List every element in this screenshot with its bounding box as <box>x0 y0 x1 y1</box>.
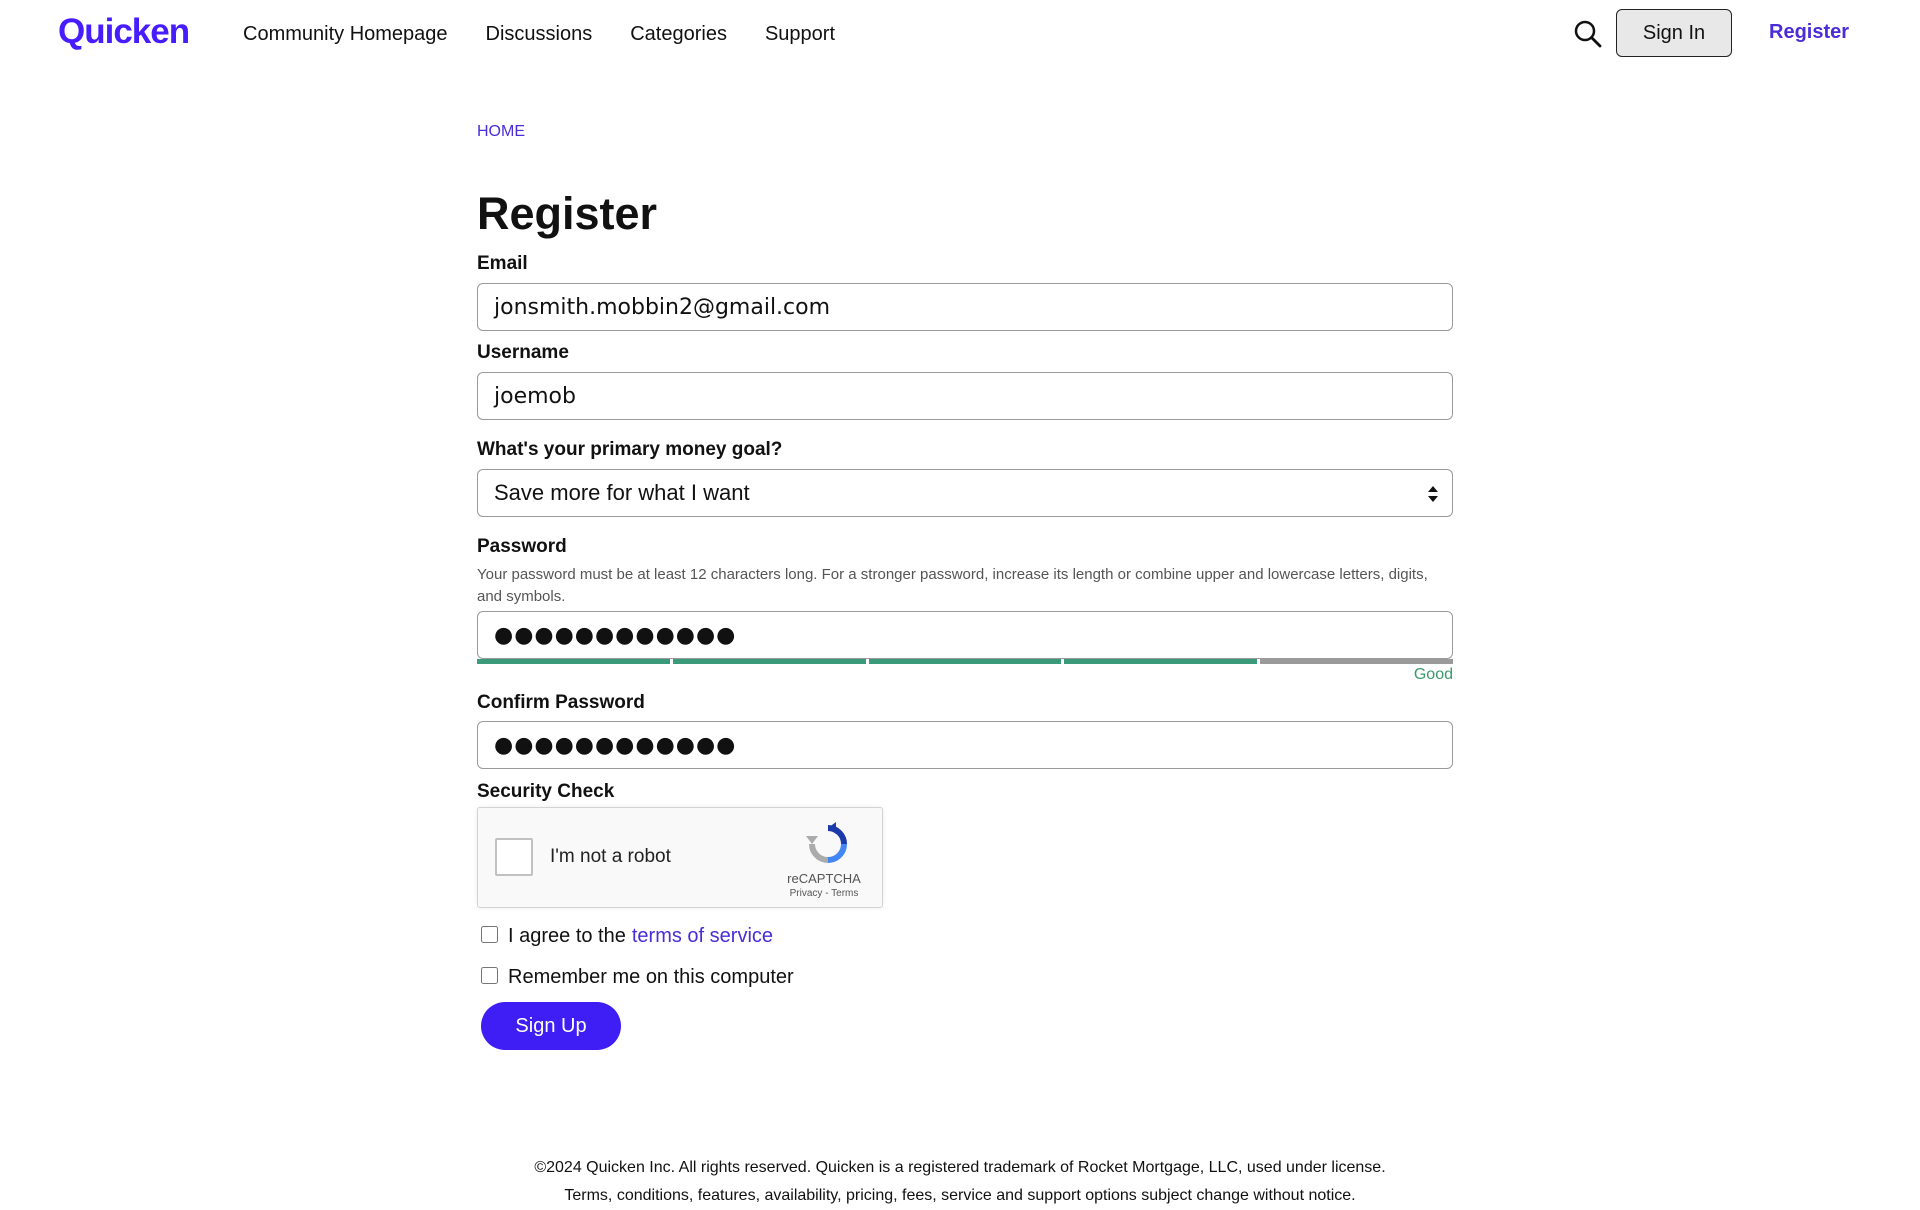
nav-discussions[interactable]: Discussions <box>485 22 593 45</box>
password-strength-meter <box>477 659 1453 664</box>
email-label: Email <box>477 253 528 274</box>
username-field[interactable]: joemob <box>477 372 1453 420</box>
site-footer <box>0 1154 1920 1210</box>
agree-terms-checkbox[interactable] <box>481 926 498 943</box>
confirm-password-label: Confirm Password <box>477 692 645 713</box>
money-goal-selected: Save more for what I want <box>494 480 750 505</box>
recaptcha-checkbox[interactable] <box>495 838 533 876</box>
agree-terms-text: I agree to the <box>508 925 626 947</box>
password-field[interactable]: ●●●●●●●●●●●● <box>477 611 1453 659</box>
search-icon[interactable] <box>1572 18 1604 50</box>
sign-in-button[interactable]: Sign In <box>1616 9 1732 57</box>
remember-me-text: Remember me on this computer <box>508 966 794 988</box>
password-label: Password <box>477 536 567 557</box>
select-arrows-icon <box>1426 484 1440 504</box>
nav-categories[interactable]: Categories <box>630 22 727 45</box>
remember-me-checkbox[interactable] <box>481 967 498 984</box>
confirm-password-field[interactable]: ●●●●●●●●●●●● <box>477 721 1453 769</box>
remember-me-row <box>481 966 794 989</box>
quicken-logo[interactable]: Quicken <box>58 12 190 51</box>
strength-segment <box>1064 659 1257 664</box>
username-label: Username <box>477 342 569 363</box>
recaptcha-brand: reCAPTCHA <box>787 871 861 886</box>
register-link[interactable]: Register <box>1769 21 1850 43</box>
site-header <box>0 0 1920 68</box>
breadcrumb-home[interactable]: HOME <box>477 123 525 140</box>
nav-support[interactable]: Support <box>764 22 836 45</box>
money-goal-select[interactable] <box>477 469 1453 517</box>
page-title: Register <box>477 188 658 239</box>
recaptcha-privacy-terms[interactable]: Privacy - Terms <box>789 888 859 899</box>
strength-segment <box>477 659 670 664</box>
recaptcha-logo-icon <box>806 822 850 866</box>
recaptcha-text: I'm not a robot <box>550 846 671 867</box>
main-nav <box>243 0 873 68</box>
recaptcha-widget <box>477 807 883 908</box>
email-field[interactable]: jonsmith.mobbin2@gmail.com <box>477 283 1453 331</box>
password-hint: Your password must be at least 12 characters long. For a stronger password, increase its length or combine upper and lowercase letters, digits, and symbols. <box>477 566 1428 605</box>
agree-terms-row <box>481 925 773 948</box>
nav-community-homepage[interactable]: Community Homepage <box>243 22 448 45</box>
password-strength-label: Good <box>1413 666 1453 683</box>
footer-disclaimer: Terms, conditions, features, availability, pricing, fees, service and support options subject change without notice. <box>564 1187 1356 1204</box>
strength-segment <box>869 659 1062 664</box>
footer-copyright: ©2024 Quicken Inc. All rights reserved. Quicken is a registered trademark of Rocket Mortgage, LLC, used under license. <box>534 1159 1386 1176</box>
strength-segment <box>1260 659 1453 664</box>
terms-of-service-link[interactable]: terms of service <box>631 925 774 947</box>
money-goal-label: What's your primary money goal? <box>477 439 783 460</box>
strength-segment <box>673 659 866 664</box>
security-check-label: Security Check <box>477 781 615 802</box>
sign-up-button[interactable]: Sign Up <box>481 1002 621 1050</box>
